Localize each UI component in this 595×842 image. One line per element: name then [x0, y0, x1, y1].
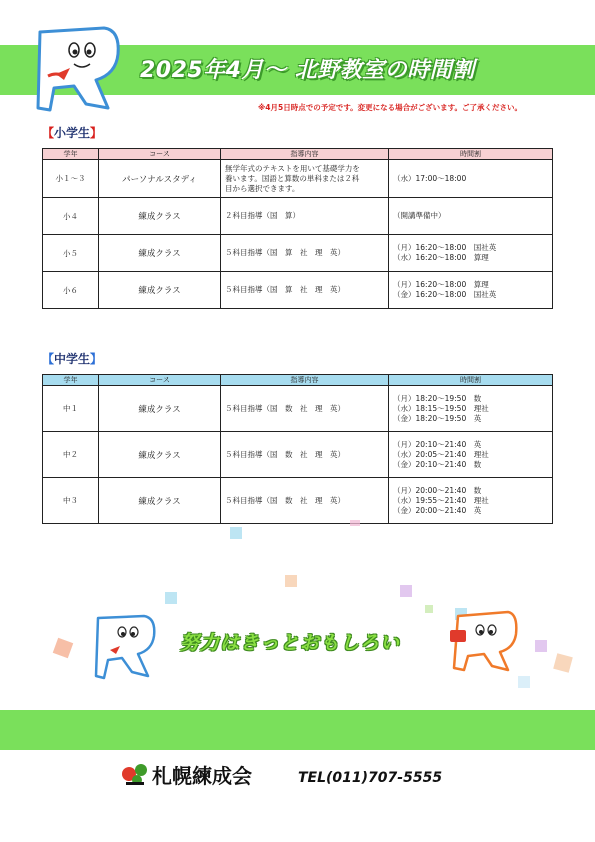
- table-row: [43, 235, 553, 272]
- column-header-course: コース: [99, 149, 221, 160]
- column-header-content: 指導内容: [221, 149, 389, 160]
- grade-cell: 小１～３: [43, 160, 99, 198]
- schedule-cell: （開講準備中）: [389, 198, 553, 235]
- schedule-cell: （月）16:20～18:00 国社英 （水）16:20～18:00 算理: [389, 235, 553, 272]
- column-header-grade: 学年: [43, 375, 99, 386]
- content-cell: ５科目指導（国 算 社 理 英）: [221, 272, 389, 309]
- mascot-logo-icon: [34, 24, 126, 116]
- company-logo-icon: [120, 760, 150, 788]
- confetti-decoration: [425, 605, 433, 613]
- confetti-decoration: [553, 653, 573, 673]
- junior-timetable: [42, 374, 553, 524]
- grade-cell: 中１: [43, 386, 99, 432]
- course-cell: 練成クラス: [99, 478, 221, 524]
- schedule-cell: （水）17:00～18:00: [389, 160, 553, 198]
- elementary-timetable: [42, 148, 553, 309]
- confetti-decoration: [518, 676, 530, 688]
- column-header-course: コース: [99, 375, 221, 386]
- course-cell: 練成クラス: [99, 386, 221, 432]
- course-cell: 練成クラス: [99, 198, 221, 235]
- column-header-grade: 学年: [43, 149, 99, 160]
- confetti-decoration: [400, 585, 412, 597]
- mascot-right-icon: [448, 608, 520, 674]
- junior-section-label: 【中学生】: [42, 352, 103, 366]
- elementary-section-label: 【小学生】: [42, 126, 103, 140]
- grade-cell: 小５: [43, 235, 99, 272]
- schedule-notice: ※4月5日時点での予定です。変更になる場合がございます。ご了承ください。: [258, 103, 523, 112]
- grade-cell: 中３: [43, 478, 99, 524]
- table-row: [43, 198, 553, 235]
- confetti-decoration: [285, 575, 297, 587]
- confetti-decoration: [535, 640, 547, 652]
- schedule-cell: （月）20:00～21:40 数 （水）19:55～21:40 理社 （金）20:00～21:40 英: [389, 478, 553, 524]
- schedule-cell: （月）18:20～19:50 数 （水）18:15～19:50 理社 （金）18:20～19:50 英: [389, 386, 553, 432]
- content-cell: ５科目指導（国 数 社 理 英）: [221, 432, 389, 478]
- table-row: [43, 272, 553, 309]
- table-row: [43, 386, 553, 432]
- confetti-decoration: [165, 592, 177, 604]
- course-cell: 練成クラス: [99, 235, 221, 272]
- telephone-number: TEL(011)707-5555: [298, 770, 443, 786]
- content-cell: ５科目指導（国 算 社 理 英）: [221, 235, 389, 272]
- schedule-cell: （月）16:20～18:00 算理 （金）16:20～18:00 国社英: [389, 272, 553, 309]
- table-row: [43, 432, 553, 478]
- slogan: 努力はきっとおもしろい: [180, 632, 401, 654]
- table-row: [43, 478, 553, 524]
- grade-cell: 小６: [43, 272, 99, 309]
- footer-band: [0, 710, 595, 750]
- grade-cell: 小４: [43, 198, 99, 235]
- confetti-decoration: [53, 638, 74, 659]
- mascot-left-icon: [92, 612, 162, 682]
- column-header-schedule: 時間割: [389, 149, 553, 160]
- content-cell: ５科目指導（国 数 社 理 英）: [221, 478, 389, 524]
- page-title: 2025年4月～ 北野教室の時間割: [140, 58, 475, 83]
- content-cell: 無学年式のテキストを用いて基礎学力を 養います。国語と算数の単科または２科 目から選択できます。: [221, 160, 389, 198]
- course-cell: パーソナルスタディ: [99, 160, 221, 198]
- table-row: [43, 160, 553, 198]
- grade-cell: 中２: [43, 432, 99, 478]
- schedule-cell: （月）20:10～21:40 英 （水）20:05～21:40 理社 （金）20:10～21:40 数: [389, 432, 553, 478]
- column-header-schedule: 時間割: [389, 375, 553, 386]
- column-header-content: 指導内容: [221, 375, 389, 386]
- course-cell: 練成クラス: [99, 432, 221, 478]
- confetti-decoration: [230, 527, 242, 539]
- company-name: 札幌練成会: [152, 764, 252, 788]
- confetti-decoration: [350, 520, 360, 526]
- course-cell: 練成クラス: [99, 272, 221, 309]
- content-cell: ５科目指導（国 数 社 理 英）: [221, 386, 389, 432]
- content-cell: ２科目指導（国 算）: [221, 198, 389, 235]
